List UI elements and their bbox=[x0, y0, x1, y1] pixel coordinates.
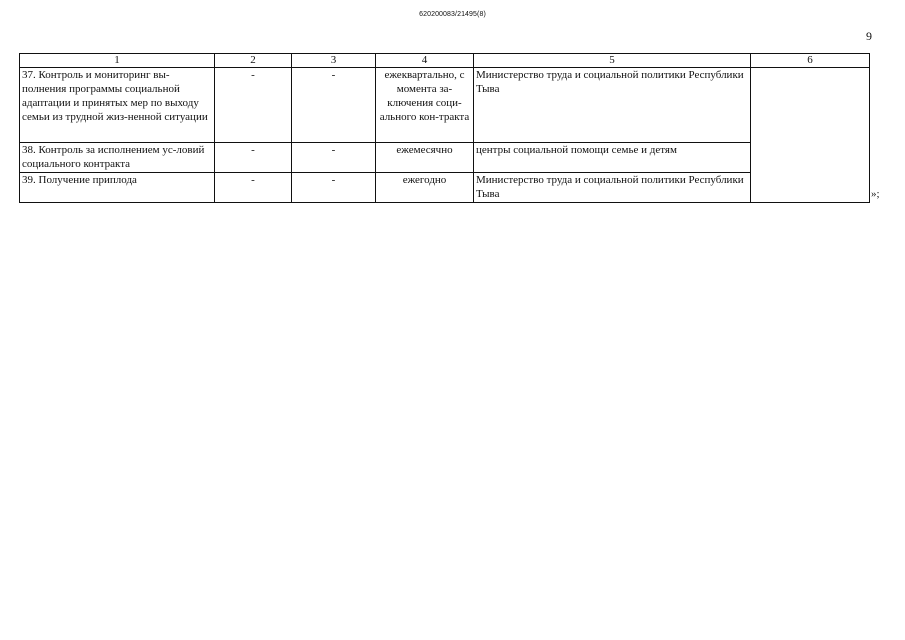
measure-name-cell: 39. Получение приплода bbox=[20, 173, 215, 203]
column-header-5: 5 bbox=[474, 54, 751, 68]
responsible-cell: Министерство труда и социальной политики Республики Тыва bbox=[474, 68, 751, 143]
col3-cell: - bbox=[292, 68, 376, 143]
col2-cell: - bbox=[215, 68, 292, 143]
responsible-cell: Министерство труда и социальной политики Республики Тыва bbox=[474, 173, 751, 203]
measure-name-cell: 37. Контроль и мониторинг вы-полнения программы социальной адаптации и принятых мер по выходу семьи из трудной жиз-ненной ситуации bbox=[20, 68, 215, 143]
col2-cell: - bbox=[215, 143, 292, 173]
col3-cell: - bbox=[292, 173, 376, 203]
responsible-cell: центры социальной помощи семье и детям bbox=[474, 143, 751, 173]
document-id: 620200083/21495(8) bbox=[419, 11, 486, 18]
table-row bbox=[20, 68, 870, 143]
column-header-2: 2 bbox=[215, 54, 292, 68]
col2-cell: - bbox=[215, 173, 292, 203]
table-row bbox=[20, 173, 870, 203]
column-header-4: 4 bbox=[376, 54, 474, 68]
page-number: 9 bbox=[866, 29, 872, 43]
col6-cell bbox=[751, 68, 870, 203]
column-header-3: 3 bbox=[292, 54, 376, 68]
period-cell: ежемесячно bbox=[376, 143, 474, 173]
table-header-row bbox=[20, 54, 870, 68]
column-header-6: 6 bbox=[751, 54, 870, 68]
table-row bbox=[20, 143, 870, 173]
column-header-1: 1 bbox=[20, 54, 215, 68]
period-cell: ежегодно bbox=[376, 173, 474, 203]
closing-quote-mark: »; bbox=[871, 188, 880, 200]
period-cell: ежеквартально, с момента за-ключения соци-ального кон-тракта bbox=[376, 68, 474, 143]
col3-cell: - bbox=[292, 143, 376, 173]
measure-name-cell: 38. Контроль за исполнением ус-ловий социального контракта bbox=[20, 143, 215, 173]
measures-table bbox=[19, 53, 870, 203]
